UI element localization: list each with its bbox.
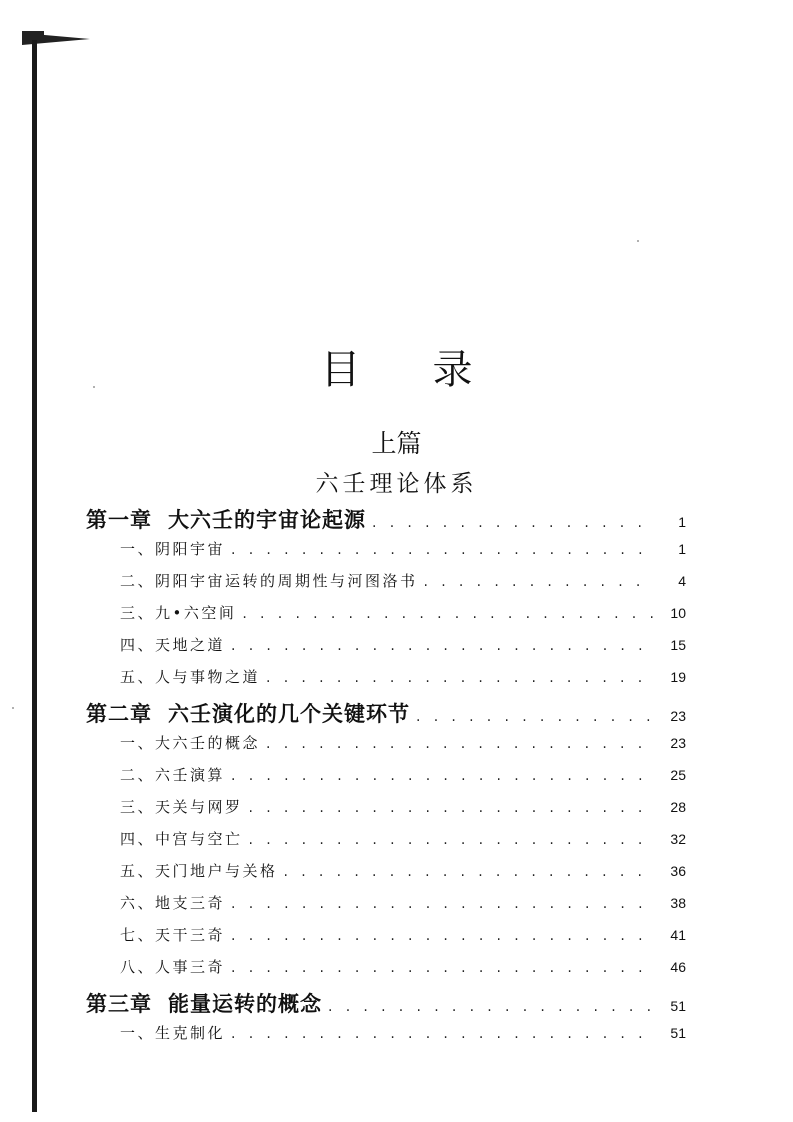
toc-page-number: 41 [670, 927, 686, 943]
toc-section-row [86, 666, 686, 698]
toc-leader-dots [416, 709, 654, 725]
part-title: 上篇 [371, 429, 422, 458]
toc-section-title: 一、阴阳宇宙 [120, 540, 226, 558]
toc-section-row [86, 1022, 686, 1054]
toc-section-title: 二、阴阳宇宙运转的周期性与河图洛书 [120, 572, 418, 590]
toc-section-title: 六、地支三奇 [120, 894, 226, 912]
toc-page-number: 4 [678, 573, 686, 589]
toc-section-label [120, 570, 418, 591]
toc-section-label [120, 764, 225, 785]
page-title-right: 录 [432, 347, 473, 393]
toc-page-number: 38 [670, 895, 686, 911]
toc-chapter-title: 能量运转的概念 [168, 992, 322, 1016]
toc-section-row [86, 538, 686, 570]
toc-leader-dots [284, 864, 654, 880]
toc-chapter-title: 六壬演化的几个关键环节 [168, 702, 410, 726]
toc-leader-dots [266, 736, 654, 752]
toc-chapter-number: 第一章 [86, 508, 152, 532]
toc-page-number: 23 [670, 708, 686, 724]
part-subtitle: 六壬理论体系 [315, 471, 478, 497]
toc-leader-dots [231, 1026, 654, 1042]
toc-page-number: 28 [670, 799, 686, 815]
toc-section-label [120, 666, 260, 687]
toc-section-label [120, 602, 236, 623]
toc-page-number: 10 [670, 605, 686, 621]
toc-section-row [86, 956, 686, 988]
toc-section-row [86, 796, 686, 828]
toc-leader-dots [231, 638, 654, 654]
toc-leader-dots [231, 542, 654, 558]
toc-page-number: 1 [678, 514, 686, 530]
toc-page-number: 15 [670, 637, 686, 653]
toc-page-number: 1 [678, 541, 686, 557]
toc-section-row [86, 570, 686, 602]
toc-section-label [120, 796, 243, 817]
toc-chapter-row [86, 698, 686, 732]
toc-page-number: 23 [670, 735, 686, 751]
toc-chapter-row [86, 504, 686, 538]
toc-section-row [86, 924, 686, 956]
toc-section-label [120, 1022, 225, 1043]
toc-chapter-row [86, 988, 686, 1022]
toc-section-row [86, 892, 686, 924]
toc-section-title: 五、人与事物之道 [120, 668, 261, 686]
toc-leader-dots [231, 960, 654, 976]
toc-chapter-label [86, 504, 366, 534]
toc-page-number: 46 [670, 959, 686, 975]
toc-page-number: 25 [670, 767, 686, 783]
toc-leader-dots [231, 928, 654, 944]
toc-section-title: 二、六壬演算 [120, 766, 226, 784]
toc-section-label [120, 634, 225, 655]
toc-page-number: 19 [670, 669, 686, 685]
toc-section-row [86, 764, 686, 796]
toc-chapter-number: 第三章 [86, 992, 152, 1016]
toc-section-label [120, 892, 225, 913]
scan-speck [637, 240, 639, 242]
table-of-contents [86, 504, 686, 1054]
binding-edge [32, 40, 37, 1112]
toc-section-row [86, 860, 686, 892]
toc-section-label [120, 924, 225, 945]
toc-section-title: 一、大六壬的概念 [120, 734, 261, 752]
page-title [0, 338, 793, 395]
toc-chapter-number: 第二章 [86, 702, 152, 726]
toc-section-label [120, 732, 260, 753]
toc-leader-dots [372, 515, 654, 531]
toc-chapter-label [86, 988, 322, 1018]
toc-leader-dots [249, 832, 654, 848]
toc-leader-dots [328, 999, 654, 1015]
toc-page-number: 36 [670, 863, 686, 879]
toc-section-label [120, 538, 225, 559]
toc-section-title: 五、天门地户与关格 [120, 862, 278, 880]
toc-section-title: 三、天关与网罗 [120, 798, 243, 816]
toc-section-title: 四、中宫与空亡 [120, 830, 243, 848]
page-title-left: 目 [320, 347, 361, 393]
toc-page-number: 51 [670, 1025, 686, 1041]
toc-section-row [86, 828, 686, 860]
toc-leader-dots [424, 574, 654, 590]
toc-section-row [86, 602, 686, 634]
toc-section-row [86, 634, 686, 666]
toc-section-row [86, 732, 686, 764]
toc-section-title: 一、生克制化 [120, 1024, 226, 1042]
toc-leader-dots [242, 606, 654, 622]
toc-section-title: 三、九•六空间 [120, 604, 237, 622]
toc-chapter-title: 大六壬的宇宙论起源 [168, 508, 366, 532]
toc-section-label [120, 860, 278, 881]
scan-speck [12, 707, 14, 709]
toc-section-label [120, 828, 243, 849]
toc-page-number: 32 [670, 831, 686, 847]
toc-leader-dots [249, 800, 654, 816]
toc-leader-dots [231, 896, 654, 912]
toc-chapter-label [86, 698, 410, 728]
toc-leader-dots [231, 768, 654, 784]
toc-section-label [120, 956, 225, 977]
toc-leader-dots [266, 670, 654, 686]
toc-section-title: 七、天干三奇 [120, 926, 226, 944]
toc-section-title: 八、人事三奇 [120, 958, 226, 976]
toc-section-title: 四、天地之道 [120, 636, 226, 654]
toc-page-number: 51 [670, 998, 686, 1014]
